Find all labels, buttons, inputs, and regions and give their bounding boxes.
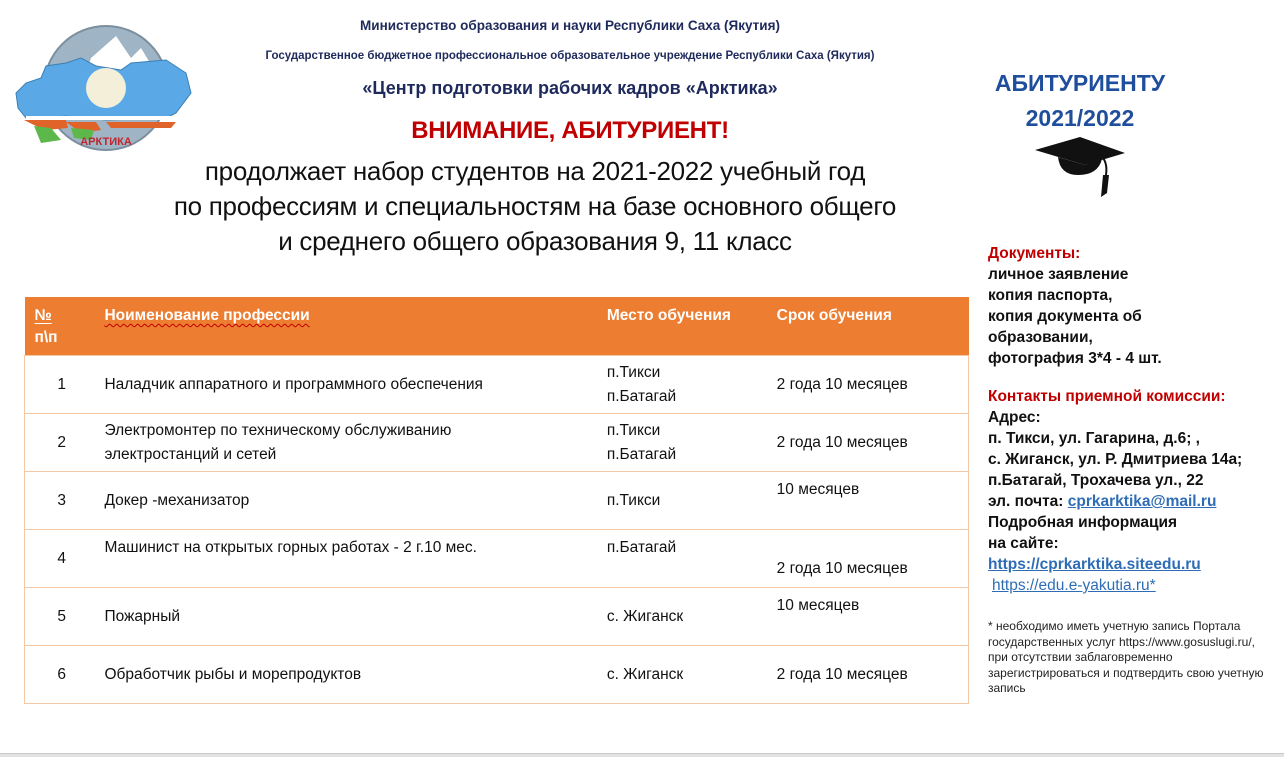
applicant-title: АБИТУРИЕНТУ 2021/2022 [994,70,1166,131]
row-profession: Пожарный [94,588,596,646]
gosuslugi-note: * необходимо иметь учетную запись Портала государственных услуг https://www.gosuslugi.ru/, при отсутствии заблаговременно зарегистрироваться и подтвердить свою учетную запись [988,619,1264,695]
row-number: 4 [25,530,95,588]
email-label: эл. почта: [988,493,1068,510]
row-number: 1 [25,356,95,414]
bottom-divider [0,753,1284,757]
row-profession: Докер -механизатор [94,472,596,530]
row-place: п.Тикси п.Батагай [597,414,767,472]
attention-heading: ВНИМАНИЕ, АБИТУРИЕНТ! [411,117,729,144]
intro-line: и среднего общего образования 9, 11 класс [278,226,792,256]
header-name: Ноименование профессии [94,297,596,356]
table-row [25,646,969,704]
document-item: копия документа об [988,308,1142,325]
row-place: с. Жиганск [597,588,767,646]
address-item: п.Батагай, Трохачева ул., 22 [988,472,1204,489]
row-profession: Машинист на открытых горных работах - 2 г.10 мес. [94,530,596,588]
row-profession: Обработчик рыбы и морепродуктов [94,646,596,704]
info-text: Подробная информация [988,514,1178,531]
address-label: Адрес: [988,409,1041,426]
row-term: 10 месяцев [767,588,969,646]
table-row [25,414,969,472]
intro-line: продолжает набор студентов на 2021-2022 учебный год [204,156,866,186]
svg-text:АРКТИКА: АРКТИКА [80,136,132,148]
yakutia-map-icon [6,18,196,158]
row-place: п.Батагай [597,530,767,588]
row-term: 2 года 10 месяцев [767,414,969,472]
row-number: 2 [25,414,95,472]
email-link[interactable]: cprkarktika@mail.ru [1067,493,1217,510]
table-row [25,472,969,530]
professions-table [24,297,969,704]
row-place: п.Тикси [597,472,767,530]
header-place: Место обучения [597,297,767,356]
intro-text [80,154,990,259]
contacts-heading: Контакты приемной комиссии: [988,388,1226,405]
documents-heading: Документы: [988,245,1081,262]
site-link-edu-yakutia[interactable]: https://edu.e-yakutia.ru* [992,577,1156,594]
address-item: п. Тикси, ул. Гагарина, д.6; , [988,430,1200,447]
graduation-cap-icon [1030,135,1130,205]
row-number: 3 [25,472,95,530]
row-term: 2 года 10 месяцев [767,356,969,414]
ministry-title: Министерство образования и науки Республики Саха (Якутия) [360,18,780,33]
row-term: 10 месяцев [767,472,969,530]
row-number: 6 [25,646,95,704]
row-profession: Электромонтер по техническому обслуживанию электростанций и сетей [94,414,596,472]
table-row [25,530,969,588]
address-item: с. Жиганск, ул. Р. Дмитриева 14а; [988,451,1243,468]
row-place: п.Тикси п.Батагай [597,356,767,414]
document-item: копия паспорта, [988,287,1113,304]
center-title: «Центр подготовки рабочих кадров «Арктика» [362,78,778,98]
row-number: 5 [25,588,95,646]
contacts-section [988,386,1278,596]
row-profession: Наладчик аппаратного и программного обеспечения [94,356,596,414]
row-term: 2 года 10 месяцев [767,646,969,704]
intro-line: по профессиям и специальностям на базе основного общего [173,191,897,221]
table-row [25,588,969,646]
arktika-logo [6,18,196,158]
header-term: Срок обучения [767,297,969,356]
site-link-cprkarktika[interactable]: https://cprkarktika.siteedu.ru [988,556,1201,573]
institution-title: Государственное бюджетное профессиональное образовательное учреждение Республики Саха (Якутия) [265,50,875,62]
email-line [988,491,1278,512]
table-row [25,356,969,414]
document-item: фотография 3*4 - 4 шт. [988,350,1162,367]
document-item: личное заявление [988,266,1129,283]
info-text: на сайте: [988,535,1059,552]
row-term: 2 года 10 месяцев [767,530,969,588]
document-item: образовании, [988,329,1093,346]
header-number: № п\п [25,297,95,356]
row-place: с. Жиганск [597,646,767,704]
table-header-row [25,297,969,356]
documents-section [988,243,1278,369]
